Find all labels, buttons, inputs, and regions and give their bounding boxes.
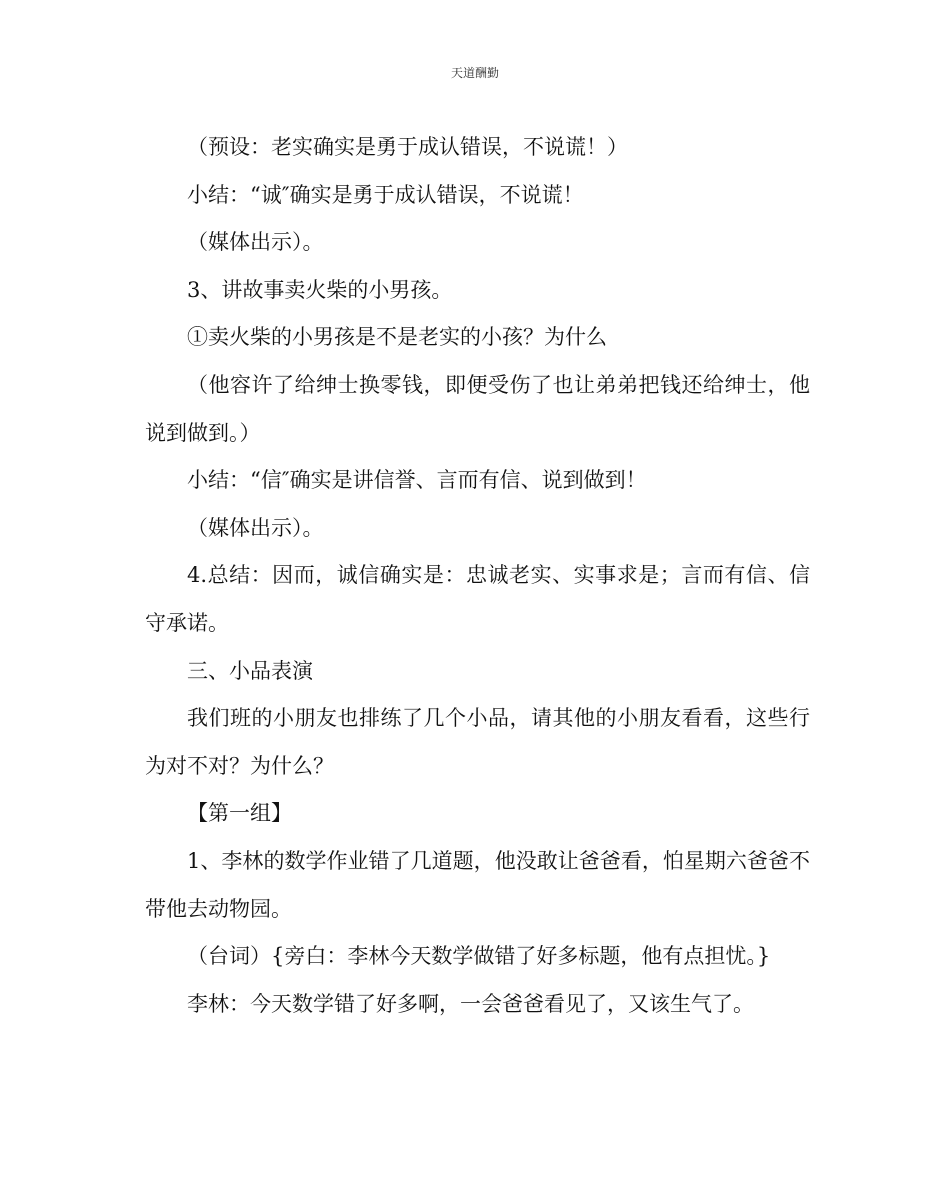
paragraph-summary-honesty: 小结：“诚″确实是勇于成认错误，不说谎！ bbox=[187, 182, 584, 207]
page-header: 天道酬勤 bbox=[450, 66, 499, 80]
paragraph-skit-intro: 我们班的小朋友也排练了几个小品，请其他的小朋友看看，这些行为对不对？为什么？ bbox=[145, 706, 810, 778]
paragraph-conclusion: 4.总结：因而，诚信确实是：忠诚老实、实事求是；言而有信、信守承诺。 bbox=[145, 563, 810, 635]
paragraph-summary-trust: 小结：“信″确实是讲信誉、言而有信、说到做到！ bbox=[187, 468, 647, 493]
section-heading-skit: 三、小品表演 bbox=[187, 658, 313, 683]
paragraph-answer: （他容许了给绅士换零钱，即便受伤了也让弟弟把钱还给绅士，他说到做到。） bbox=[145, 372, 810, 445]
document-body bbox=[145, 124, 810, 1028]
paragraph-preset-answer: （预设：老实确实是勇于成认错误，不说谎！） bbox=[187, 135, 628, 159]
paragraph-narration: （台词）{旁白：李林今天数学做错了好多标题，他有点担忧。} bbox=[187, 944, 771, 969]
paragraph-media-display-2: （媒体出示）。 bbox=[187, 515, 324, 540]
paragraph-media-display: （媒体出示）。 bbox=[187, 230, 324, 255]
group-heading-first: 【第一组】 bbox=[187, 801, 292, 826]
paragraph-scenario-1: 1、李林的数学作业错了几道题，他没敢让爸爸看，怕星期六爸爸不带他去动物园。 bbox=[145, 848, 810, 921]
paragraph-story-title: 3、讲故事卖火柴的小男孩。 bbox=[187, 277, 453, 302]
paragraph-question: ①卖火柴的小男孩是不是老实的小孩？为什么 bbox=[187, 325, 607, 350]
paragraph-dialogue: 李林：今天数学错了好多啊，一会爸爸看见了，又该生气了。 bbox=[187, 991, 754, 1016]
